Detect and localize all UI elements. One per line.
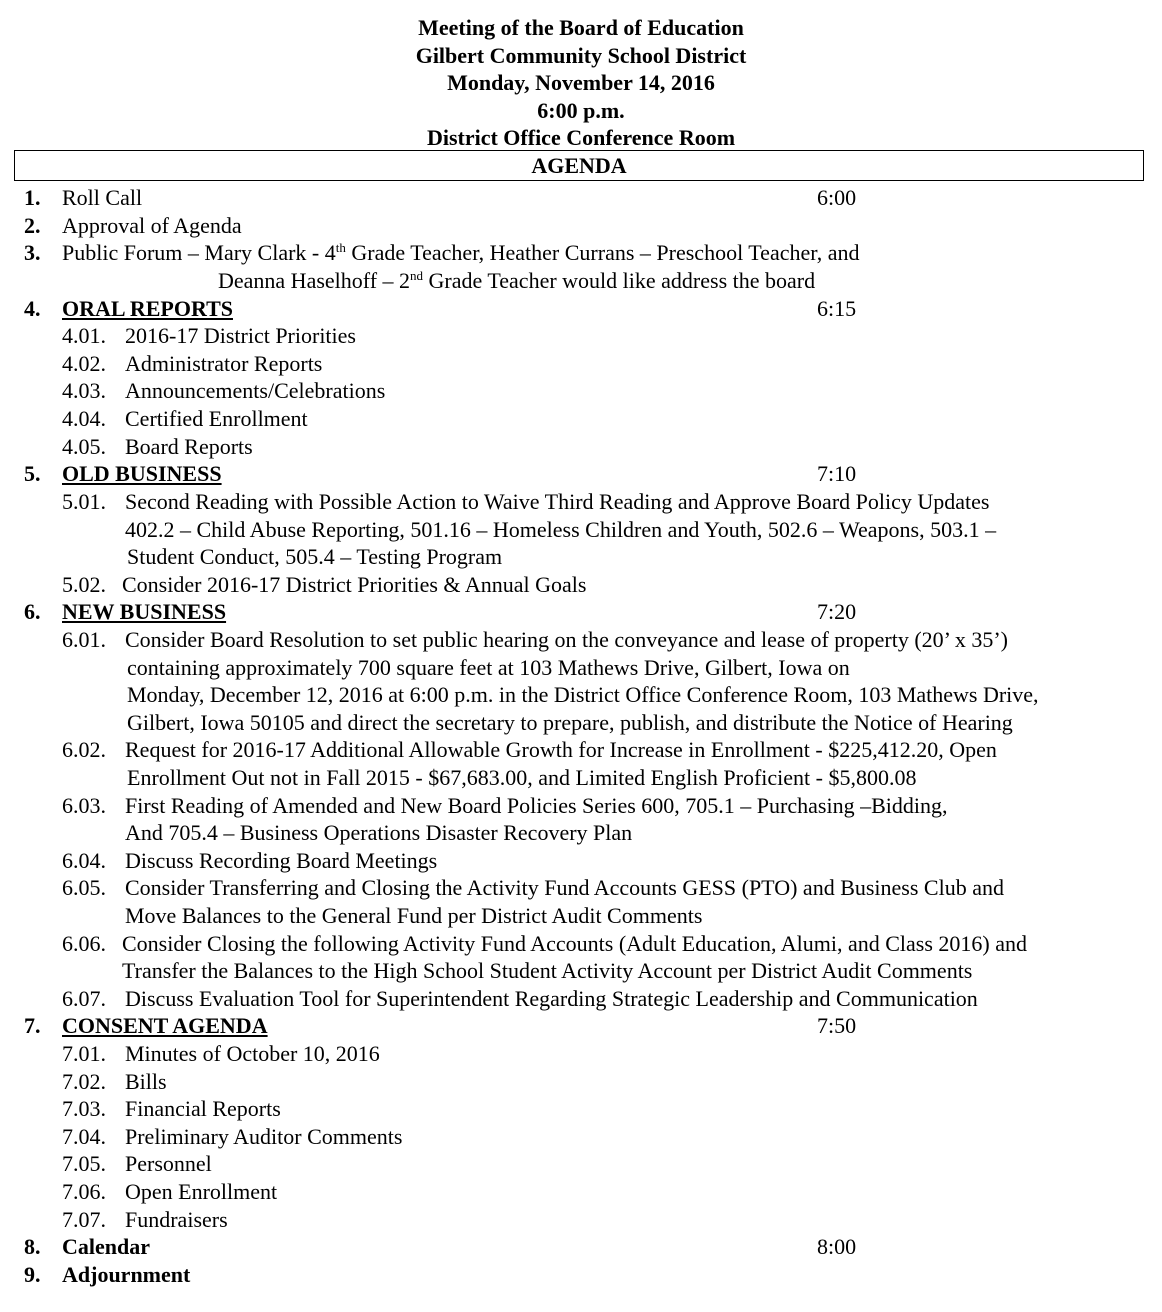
item-number: 8.	[24, 1234, 41, 1259]
subitem-number: 5.02.	[62, 572, 106, 597]
public-forum-continuation	[218, 268, 815, 294]
subitem-number: 6.01.	[62, 627, 106, 652]
subitem-number: 7.02.	[62, 1069, 106, 1094]
meeting-title: Meeting of the Board of Education	[418, 15, 744, 40]
item-public-forum	[62, 240, 859, 266]
subitem-number: 4.03.	[62, 378, 106, 403]
subitem-number: 4.02.	[62, 351, 106, 376]
subitem-number: 6.02.	[62, 737, 106, 762]
ordinal-suffix: nd	[410, 268, 424, 283]
subitem-text: Preliminary Auditor Comments	[125, 1124, 403, 1149]
meeting-time: 6:00 p.m.	[537, 98, 625, 123]
subitem-number: 6.05.	[62, 875, 106, 900]
item-time: 6:15	[817, 296, 857, 321]
item-number: 9.	[24, 1262, 41, 1287]
subitem-text: Financial Reports	[125, 1096, 281, 1121]
item-time: 6:00	[817, 185, 857, 210]
item-time: 7:20	[817, 599, 857, 624]
ordinal-suffix: th	[335, 240, 346, 255]
subitem-number: 6.04.	[62, 848, 106, 873]
subitem-number: 7.07.	[62, 1207, 106, 1232]
subitem-text: Second Reading with Possible Action to Waive Third Reading and Approve Board Policy Updates	[125, 489, 990, 514]
item-roll-call: Roll Call	[62, 185, 143, 210]
item-adjournment: Adjournment	[62, 1262, 191, 1287]
subitem-text: Certified Enrollment	[125, 406, 308, 431]
subitem-text: Announcements/Celebrations	[125, 378, 386, 403]
subitem-text-continuation: Transfer the Balances to the High School Student Activity Account per District Audit Comments	[122, 958, 973, 983]
public-forum-text: Deanna Haselhoff – 2	[218, 268, 411, 293]
subitem-number: 7.03.	[62, 1096, 106, 1121]
section-old-business: OLD BUSINESS	[62, 461, 222, 486]
subitem-number: 7.05.	[62, 1151, 106, 1176]
item-time: 8:00	[817, 1234, 857, 1259]
subitem-number: 5.01.	[62, 489, 106, 514]
subitem-text: Fundraisers	[125, 1207, 228, 1232]
section-oral-reports: ORAL REPORTS	[62, 296, 233, 321]
item-time: 7:10	[817, 461, 857, 486]
subitem-text: Discuss Recording Board Meetings	[125, 848, 438, 873]
item-number: 2.	[24, 213, 41, 238]
public-forum-text: Public Forum – Mary Clark - 4	[62, 240, 336, 265]
subitem-text: Administrator Reports	[125, 351, 323, 376]
item-number: 3.	[24, 240, 41, 265]
subitem-text: Open Enrollment	[125, 1179, 278, 1204]
item-number: 7.	[24, 1013, 41, 1038]
subitem-text: Consider Transferring and Closing the Activity Fund Accounts GESS (PTO) and Business Club and	[125, 875, 1004, 900]
subitem-text: Personnel	[125, 1151, 212, 1176]
subitem-text-continuation: And 705.4 – Business Operations Disaster Recovery Plan	[125, 820, 633, 845]
subitem-text: Board Reports	[125, 434, 253, 459]
subitem-text-continuation: Enrollment Out not in Fall 2015 - $67,683.00, and Limited English Proficient - $5,800.08	[127, 765, 917, 790]
item-calendar: Calendar	[62, 1234, 150, 1259]
item-time: 7:50	[817, 1013, 857, 1038]
item-number: 4.	[24, 296, 41, 321]
subitem-text: Discuss Evaluation Tool for Superintendent Regarding Strategic Leadership and Communication	[125, 986, 978, 1011]
subitem-number: 7.01.	[62, 1041, 106, 1066]
section-new-business: NEW BUSINESS	[62, 599, 227, 624]
subitem-number: 4.01.	[62, 323, 106, 348]
subitem-number: 6.07.	[62, 986, 106, 1011]
public-forum-text: Grade Teacher would like address the board	[423, 268, 816, 293]
subitem-text: Consider 2016-17 District Priorities & Annual Goals	[122, 572, 587, 597]
item-number: 6.	[24, 599, 41, 624]
agenda-heading: AGENDA	[14, 150, 1144, 181]
item-number: 1.	[24, 185, 41, 210]
subitem-text-continuation: Gilbert, Iowa 50105 and direct the secretary to prepare, publish, and distribute the Notice of Hearing	[127, 710, 1013, 735]
subitem-text-continuation: 402.2 – Child Abuse Reporting, 501.16 – Homeless Children and Youth, 502.6 – Weapons, 503.1 –	[125, 517, 997, 542]
subitem-text: Bills	[125, 1069, 167, 1094]
subitem-text: Consider Closing the following Activity Fund Accounts (Adult Education, Alumi, and Class 2016) and	[122, 931, 1027, 956]
meeting-location: District Office Conference Room	[426, 125, 736, 150]
meeting-date: Monday, November 14, 2016	[447, 70, 715, 95]
subitem-number: 7.06.	[62, 1179, 106, 1204]
subitem-text-continuation: Student Conduct, 505.4 – Testing Program	[127, 544, 503, 569]
section-consent-agenda: CONSENT AGENDA	[62, 1013, 268, 1038]
subitem-text-continuation: Move Balances to the General Fund per District Audit Comments	[125, 903, 703, 928]
subitem-number: 6.03.	[62, 793, 106, 818]
subitem-text: First Reading of Amended and New Board Policies Series 600, 705.1 – Purchasing –Bidding,	[125, 793, 948, 818]
subitem-number: 7.04.	[62, 1124, 106, 1149]
subitem-text-continuation: Monday, December 12, 2016 at 6:00 p.m. in the District Office Conference Room, 103 Mathews Drive,	[127, 682, 1039, 707]
subitem-text: Request for 2016-17 Additional Allowable Growth for Increase in Enrollment - $225,412.20, Open	[125, 737, 997, 762]
subitem-text: Minutes of October 10, 2016	[125, 1041, 380, 1066]
subitem-number: 4.04.	[62, 406, 106, 431]
subitem-number: 6.06.	[62, 931, 106, 956]
subitem-number: 4.05.	[62, 434, 106, 459]
public-forum-text: Grade Teacher, Heather Currans – Preschool Teacher, and	[345, 240, 860, 265]
subitem-text: 2016-17 District Priorities	[125, 323, 356, 348]
subitem-text: Consider Board Resolution to set public hearing on the conveyance and lease of property (20’ x 35’)	[125, 627, 1009, 652]
item-approval-of-agenda: Approval of Agenda	[62, 213, 242, 238]
subitem-text-continuation: containing approximately 700 square feet at 103 Mathews Drive, Gilbert, Iowa on	[127, 655, 850, 680]
item-number: 5.	[24, 461, 41, 486]
district-name: Gilbert Community School District	[415, 43, 747, 68]
